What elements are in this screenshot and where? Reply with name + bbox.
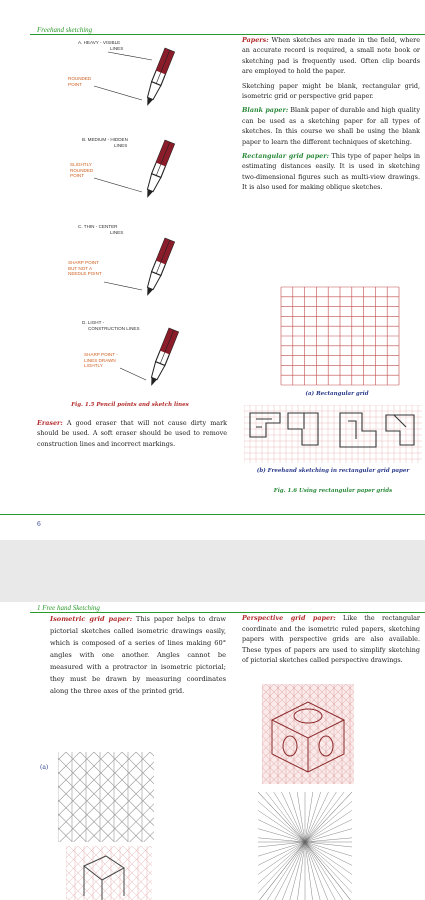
pencil-d-point-label: SHARP POINT - LINES DRAWN LIGHTLY	[84, 352, 118, 369]
footer-rule	[0, 514, 425, 515]
sketching-paper-paragraph: Sketching paper might be blank, rectangular grid, isometric grid or perspective grid paper.	[242, 81, 420, 101]
pencil-c	[143, 238, 175, 297]
fig-1-5-caption: Fig. 1.5 Pencil points and sketch lines	[71, 402, 189, 408]
isometric-paragraph: Isometric grid paper: This paper helps to draw pictorial sketches called isometric drawings easily, which is composed of a series of lines making 60° angles with one another. Angles cannot be measured with a protractor in isometric pictorial; they must be drawn by measuring coordinates along the three axes of the printed grid.	[50, 615, 226, 695]
perspective-grid-image	[258, 792, 352, 900]
document-page-2	[0, 602, 425, 900]
pencil-a	[143, 48, 175, 107]
pencil-b-label: B. MEDIUM - HIDDEN LINES	[82, 137, 128, 148]
cap-b-freehand: (b) Freehand sketching in rectangular grid paper	[256, 468, 410, 474]
running-header: Freehand sketching	[37, 26, 93, 34]
pencil-a-point-label: ROUNDED POINT	[68, 76, 92, 87]
isometric-grid-image	[58, 752, 154, 842]
pencil-d	[147, 328, 179, 387]
pencil-a-label: A. HEAVY - VISIBLE LINES	[78, 40, 124, 51]
blank-paper-paragraph: Blank paper: Blank paper of durable and high quality can be used as a sketching paper for all types of sketches. In this course we shall be using the blank paper to learn the different techniques of sketching.	[242, 106, 420, 146]
freehand-grid-sketch-image	[244, 405, 422, 463]
pencil-d-label: D. LIGHT - CONSTRUCTION LINES	[82, 320, 140, 331]
cap-a-rect-grid: (a) Rectangular grid	[305, 391, 369, 397]
rectangular-grid-image	[280, 286, 400, 386]
pencil-c-label: C. THIN - CENTER LINES	[78, 224, 124, 235]
pencil-c-point-label: SHARP POINT BUT NOT A NEEDLE POINT	[68, 260, 102, 277]
papers-paragraph: Papers: When sketches are made in the field, where an accurate record is required, a small note book or sketching pad is frequently used. Often clip boards are employed to hold the paper.	[242, 36, 420, 76]
label-a: (a)	[40, 764, 49, 771]
perspective-paragraph: Perspective grid paper: Like the rectangular coordinate and the isometric ruled papers, sketching papers with perspective grids are also available. These types of papers are used to simplify sketching of pictorial sketches called perspective drawings.	[242, 614, 420, 665]
page-gap	[0, 540, 425, 602]
pencil-b	[143, 140, 175, 199]
pencil-b-point-label: SLIGHTLY ROUNDED POINT	[70, 162, 94, 179]
page-number: 6	[37, 521, 41, 528]
fig-1-6-caption: Fig. 1.6 Using rectangular paper grids	[273, 488, 393, 494]
right-column-text	[242, 35, 420, 197]
rect-grid-paragraph: Rectangular grid paper: This type of paper helps in estimating distances easily. It is used in sketching two-dimensional figures such as multi-view drawings. It is also used for making oblique sketches.	[242, 152, 420, 192]
isometric-grid-sketch-image	[66, 846, 152, 900]
isometric-object-sketch-image	[262, 684, 354, 784]
eraser-paragraph: Eraser: A good eraser that will not cause dirty mark should be used. A soft eraser should be used to remove construction lines and incorrect markings.	[37, 419, 227, 448]
running-header: 1 Free hand Sketching	[37, 604, 100, 612]
